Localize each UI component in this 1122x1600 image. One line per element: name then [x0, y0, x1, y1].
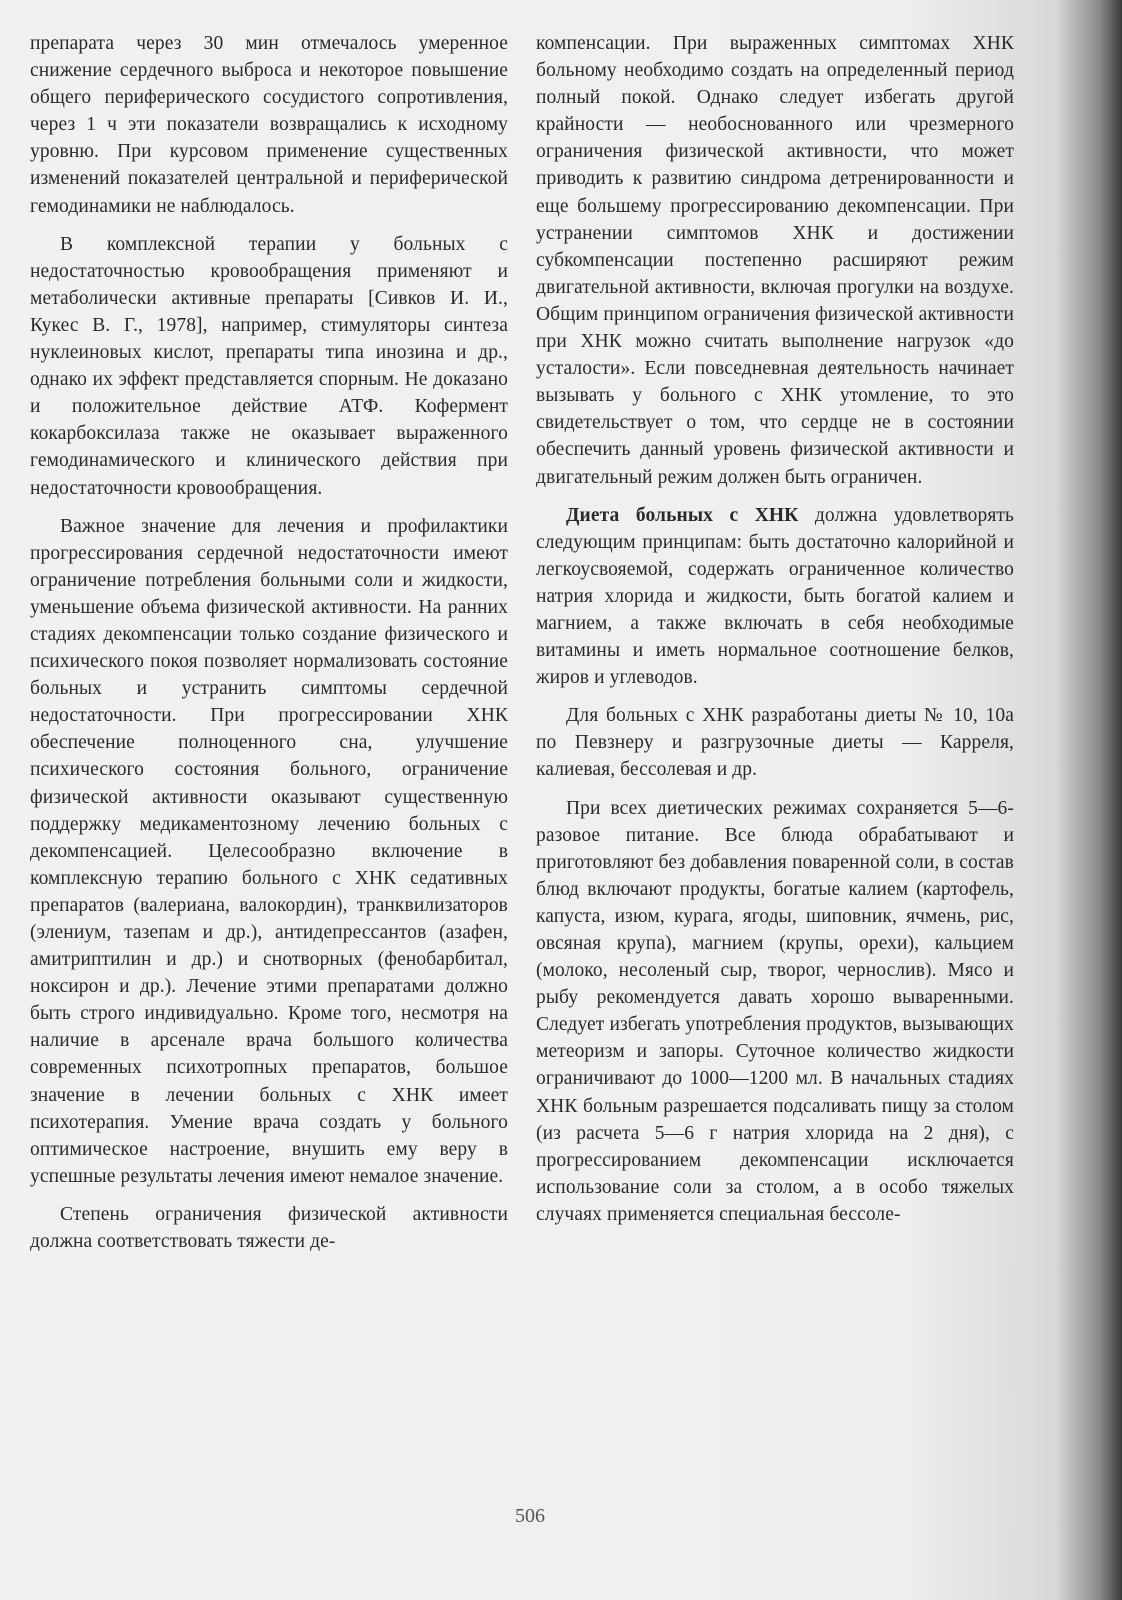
right-paragraph-4: При всех диетических режимах сохраняется 5—6-разовое питание. Все блюда обрабатывают и приготовляют без добавления поваренной соли, в состав блюд включают продукты, богатые калием (картофель, капуста, изюм, курага, ягоды, шиповник, ячмень, рис, овсяная крупа), магнием (крупы, орехи), кальцием (молоко, несоленый сыр, творог, чернослив). Мясо и рыбу рекомендуется давать хорошо вываренными. Следует избегать употребления продуктов, вызывающих метеоризм и запоры. Суточное количество жидкости ограничивают до 1000—1200 мл. В начальных стадиях ХНК больным разрешается подсаливать пищу за столом (из расчета 5—6 г натрия хлорида на 2 дня), с прогрессированием декомпенсации исключается использование соли за столом, а в особо тяжелых случаях применяется специальная бессоле- [536, 797, 1014, 1225]
diet-heading: Диета больных с ХНК [566, 504, 799, 526]
right-column [536, 30, 1014, 1239]
right-paragraph-2 [536, 502, 1014, 692]
left-paragraph-2: В комплексной терапии у больных с недостаточностью кровообращения применяют и метаболически активные препараты [Сивков И. И., Кукес В. Г., 1978], например, стимуляторы синтеза нуклеиновых кислот, препараты типа инозина и др., однако их эффект представляется спорным. Не доказано и положительное действие АТФ. Кофермент кокарбоксилаза также не оказывает выраженного гемодинамического и клинического действия при недостаточности кровообращения. [30, 233, 508, 499]
left-paragraph-4: Степень ограничения физической активности должна соответствовать тяжести де- [30, 1203, 508, 1253]
right-paragraph-3: Для больных с ХНК разработаны диеты № 10, 10а по Певзнеру и разгрузочные диеты — Карреля, калиевая, бессолевая и др. [536, 705, 1014, 781]
left-column [30, 30, 508, 1266]
page-number: 506 [515, 1505, 545, 1527]
right-paragraph-1: компенсации. При выраженных симптомах ХНК больному необходимо создать на определенный период полный покой. Однако следует избегать другой крайности — необоснованного или чрезмерного ограничения физической активности, что может приводить к развитию синдрома детренированности и еще большему прогрессированию декомпенсации. При устранении симптомов ХНК и достижении субкомпенсации постепенно расширяют режим двигательной активности, включая прогулки на воздухе. Общим принципом ограничения физической активности при ХНК можно считать выполнение нагрузок «до усталости». Если повседневная деятельность начинает вызывать у больного с ХНК утомление, то это свидетельствует о том, что сердце не в состоянии обеспечить данный уровень физической активности и двигательный режим должен быть ограничен. [536, 33, 1014, 488]
diet-text: должна удовлетворять следующим принципам: быть достаточно калорийной и легкоусвояемой, содержать ограниченное количество натрия хлорида и жидкости, быть богатой калием и магнием, а также включать в себя необходимые витамины и иметь нормальное соотношение белков, жиров и углеводов. [536, 504, 1015, 689]
left-paragraph-3: Важное значение для лечения и профилактики прогрессирования сердечной недостаточности имеют ограничение потребления больными соли и жидкости, уменьшение объема физической активности. На ранних стадиях декомпенсации только создание физического и психического покоя позволяет нормализовать состояние больных и устранить симптомы сердечной недостаточности. При прогрессировании ХНК обеспечение полноценного сна, улучшение психического состояния больного, ограничение физической активности оказывают существенную поддержку медикаментозному лечению больных с декомпенсацией. Целесообразно включение в комплексную терапию больного с ХНК седативных препаратов (валериана, валокордин), транквилизаторов (элениум, тазепам и др.), антидепрессантов (азафен, амитриптилин и др.) и снотворных (фенобарбитал, ноксирон и др.). Лечение этими препаратами должно быть строго индивидуально. Кроме того, несмотря на наличие в арсенале врача большого количества современных психотропных препаратов, большое значение в лечении больных с ХНК имеет психотерапия. Умение врача создать у больного оптимическое настроение, внушить ему веру в успешные результаты лечения имеют немалое значение. [30, 515, 508, 1187]
left-paragraph-1: препарата через 30 мин отмечалось умеренное снижение сердечного выброса и некоторое повышение общего периферического сосудистого сопротивления, через 1 ч эти показатели возвращались к исходному уровню. При курсовом применение существенных изменений показателей центральной и периферической гемодинамики не наблюдалось. [30, 33, 508, 217]
